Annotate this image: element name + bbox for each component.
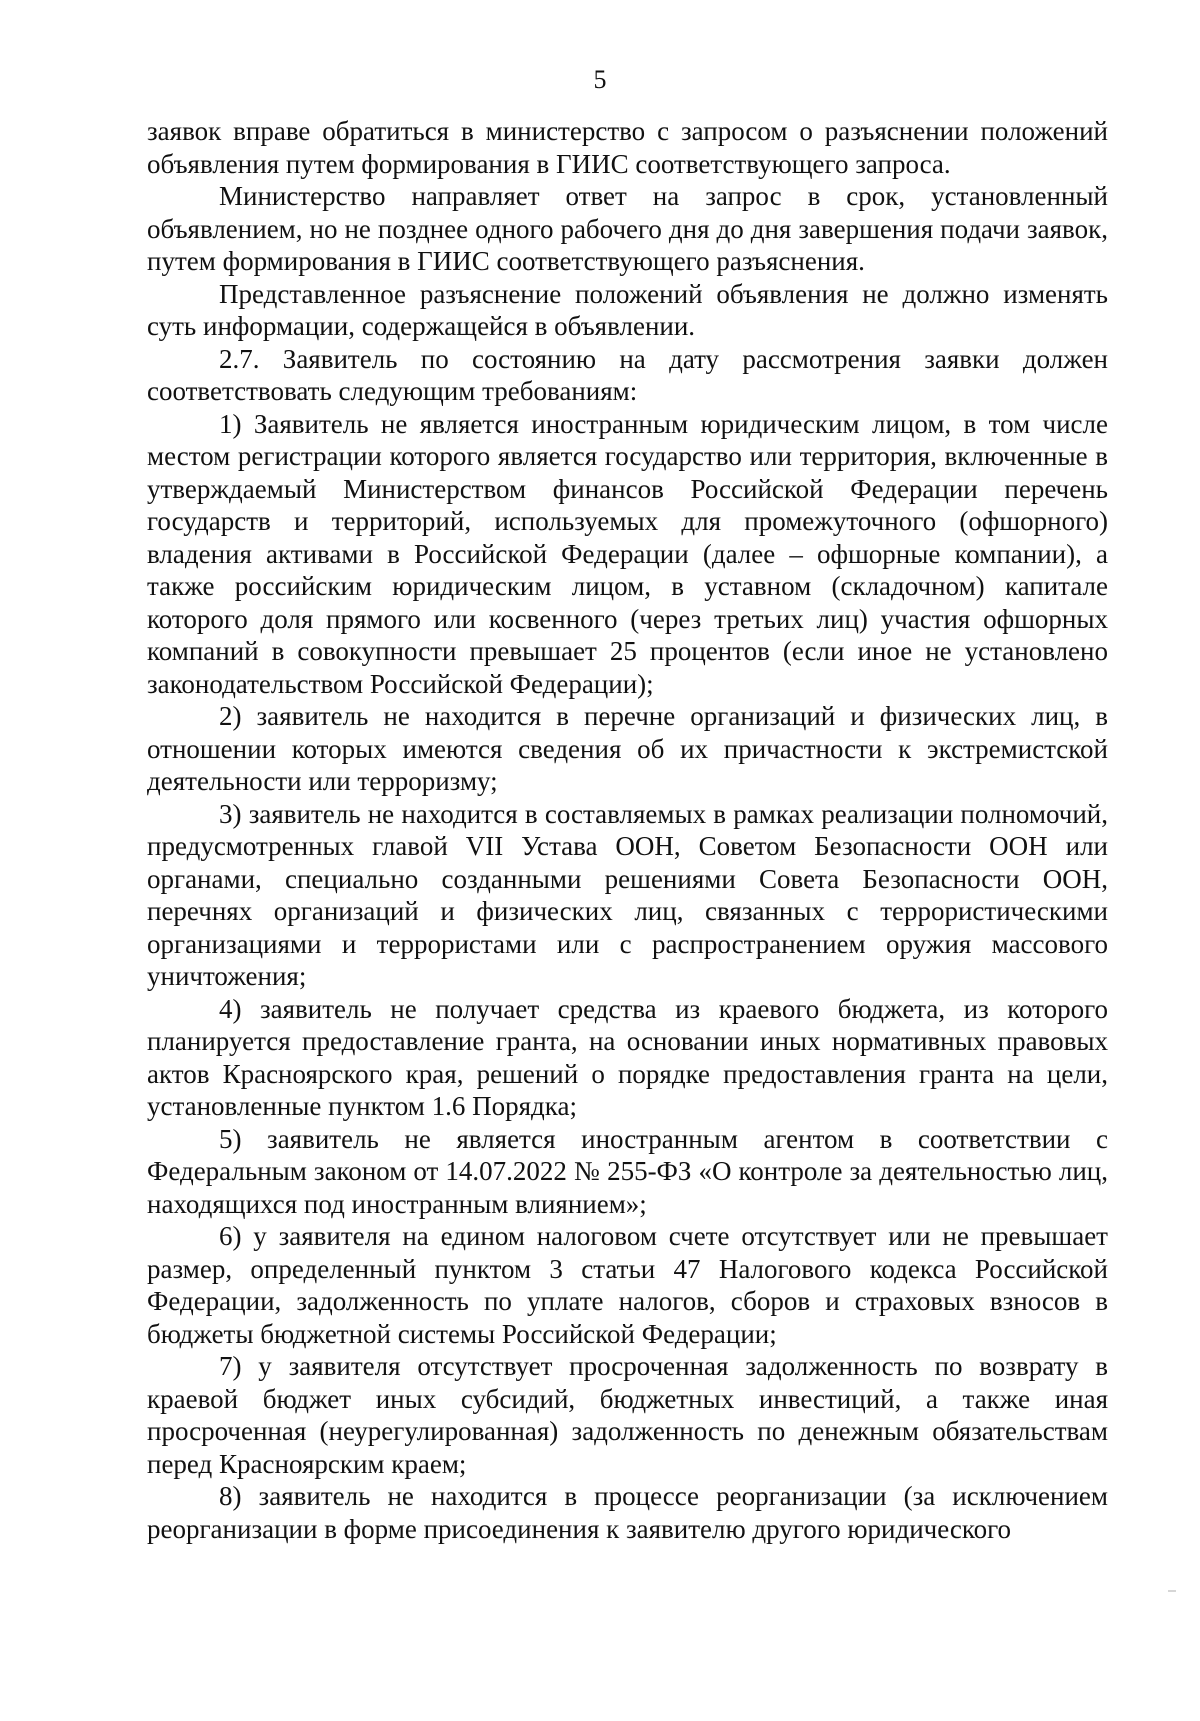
paragraph-section-2-7: 2.7. Заявитель по состоянию на дату рассмотрения заявки должен соответствовать следующим требованиям: [147, 343, 1108, 406]
page-number: 5 [593, 65, 607, 94]
paragraph-clarification: Представленное разъяснение положений объявления не должно изменять суть информации, содержащейся в объявлении. [147, 278, 1108, 341]
list-item-requirement-2: 2) заявитель не находится в перечне организаций и физических лиц, в отношении которых имеются сведения об их причастности к экстремистской деятельности или терроризму; [147, 701, 1108, 796]
list-item-requirement-3: 3) заявитель не находится в составляемых в рамках реализации полномочий, предусмотренных главой VII Устава ООН, Советом Безопасности ООН или органами, специально созданными решениями Совета Безопасности ООН, перечнях организаций и физических лиц, связанных с террористическими организациями и террористами или с распространением оружия массового уничтожения; [147, 798, 1108, 991]
list-item-requirement-5: 5) заявитель не является иностранным агентом в соответствии с Федеральным законом от 14.07.2022 № 255-ФЗ «О контроле за деятельностью лиц, находящихся под иностранным влиянием»; [147, 1123, 1108, 1219]
list-item-requirement-1: 1) Заявитель не является иностранным юридическим лицом, в том числе местом регистрации которого является государство или территория, включенные в утверждаемый Министерством финансов Российской Федерации перечень государств и территорий, используемых для промежуточного (офшорного) владения активами в Российской Федерации (далее – офшорные компании), а также российским юридическим лицом, в уставном (складочном) капитале которого доля прямого или косвенного (через третьих лиц) участия офшорных компаний в совокупности превышает 25 процентов (если иное не установлено законодательством Российской Федерации); [147, 408, 1108, 699]
list-item-requirement-7: 7) у заявителя отсутствует просроченная задолженность по возврату в краевой бюджет иных субсидий, бюджетных инвестиций, а также иная просроченная (неурегулированная) задолженность по денежным обязательствам перед Красноярским краем; [147, 1351, 1108, 1479]
paragraph-ministry-response: Министерство направляет ответ на запрос в срок, установленный объявлением, но не позднее одного рабочего дня до дня завершения подачи заявок, путем формирования в ГИИС соответствующего разъяснения. [147, 181, 1108, 276]
list-item-requirement-4: 4) заявитель не получает средства из краевого бюджета, из которого планируется предоставление гранта, на основании иных нормативных правовых актов Красноярского края, решений о порядке предоставления гранта на цели, установленные пунктом 1.6 Порядка; [147, 993, 1108, 1121]
list-item-requirement-8: 8) заявитель не находится в процессе реорганизации (за исключением реорганизации в форме присоединения к заявителю другого юридического [147, 1481, 1108, 1544]
list-item-requirement-6: 6) у заявителя на едином налоговом счете отсутствует или не превышает размер, определенный пунктом 3 статьи 47 Налогового кодекса Российской Федерации, задолженность по уплате налогов, сборов и страховых взносов в бюджеты бюджетной системы Российской Федерации; [147, 1221, 1108, 1349]
scan-edge-mark [1168, 1590, 1176, 1592]
paragraph-continuation: заявок вправе обратиться в министерство с запросом о разъяснении положений объявления путем формирования в ГИИС соответствующего запроса. [147, 116, 1108, 179]
document-body [147, 115, 1108, 1545]
